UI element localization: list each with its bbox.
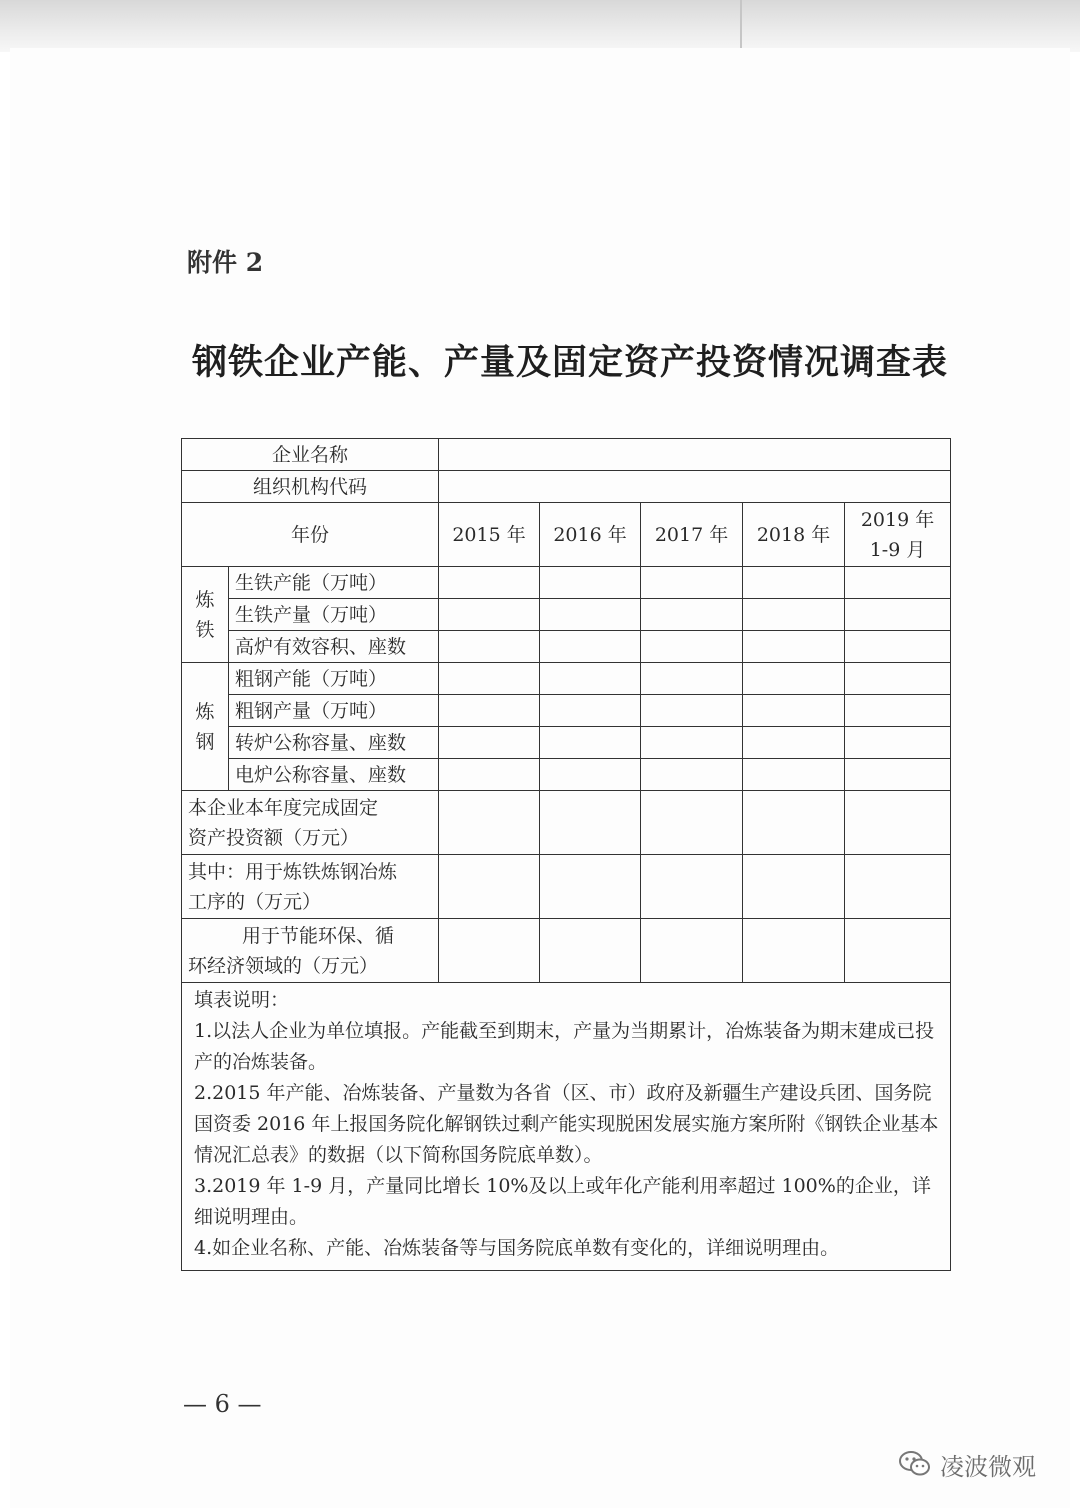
page-number: — 6 —: [183, 1390, 262, 1418]
data-cell[interactable]: [540, 791, 641, 855]
data-cell[interactable]: [641, 855, 743, 919]
data-cell[interactable]: [743, 567, 845, 599]
row-label: 电炉公称容量、座数: [229, 759, 439, 791]
steelmaking-group-label: 炼 钢: [182, 663, 229, 791]
survey-table-container: [181, 438, 950, 1271]
data-cell[interactable]: [743, 599, 845, 631]
row-label: 粗钢产量（万吨）: [229, 695, 439, 727]
row-label: 粗钢产能（万吨）: [229, 663, 439, 695]
data-cell[interactable]: [845, 727, 951, 759]
data-cell[interactable]: [439, 631, 540, 663]
data-cell[interactable]: [540, 695, 641, 727]
data-cell[interactable]: [641, 567, 743, 599]
data-cell[interactable]: [641, 791, 743, 855]
row-label: 高炉有效容积、座数: [229, 631, 439, 663]
table-row: [182, 983, 951, 1271]
data-cell[interactable]: [540, 919, 641, 983]
table-row: [182, 567, 951, 599]
watermark: [898, 1447, 1036, 1481]
data-cell[interactable]: [540, 599, 641, 631]
data-cell[interactable]: [845, 855, 951, 919]
data-cell[interactable]: [439, 727, 540, 759]
year-2017-header: 2017 年: [641, 503, 743, 567]
data-cell[interactable]: [540, 727, 641, 759]
data-cell[interactable]: [845, 919, 951, 983]
data-cell[interactable]: [439, 663, 540, 695]
org-code-input-cell[interactable]: [439, 471, 951, 503]
table-row: [182, 791, 951, 855]
data-cell[interactable]: [540, 567, 641, 599]
year-2019-line2: 1-9 月: [869, 538, 926, 561]
fill-instructions: [182, 983, 951, 1271]
row-label: 生铁产能（万吨）: [229, 567, 439, 599]
year-2019-line1: 2019 年: [860, 508, 935, 531]
data-cell[interactable]: [439, 919, 540, 983]
table-row: [182, 599, 951, 631]
table-row: [182, 663, 951, 695]
survey-table: [181, 438, 951, 1271]
table-row: [182, 695, 951, 727]
data-cell[interactable]: [845, 663, 951, 695]
attachment-label: 附件 2: [187, 248, 264, 277]
table-row: [182, 919, 951, 983]
scan-border: [0, 0, 1080, 52]
note-item: 1.以法人企业为单位填报。产能截至到期末，产量为当期累计，冶炼装备为期末建成已投产的冶炼装备。: [194, 1020, 935, 1073]
table-row: [182, 759, 951, 791]
data-cell[interactable]: [439, 599, 540, 631]
data-cell[interactable]: [845, 567, 951, 599]
wechat-icon: [898, 1449, 932, 1479]
data-cell[interactable]: [439, 695, 540, 727]
data-cell[interactable]: [641, 759, 743, 791]
data-cell[interactable]: [540, 855, 641, 919]
data-cell[interactable]: [743, 791, 845, 855]
year-2016-header: 2016 年: [540, 503, 641, 567]
data-cell[interactable]: [641, 631, 743, 663]
row-label: 转炉公称容量、座数: [229, 727, 439, 759]
ironmaking-group-label: 炼 铁: [182, 567, 229, 663]
data-cell[interactable]: [641, 695, 743, 727]
table-row: [182, 471, 951, 503]
note-item: 3.2019 年 1-9 月，产量同比增长 10%及以上或年化产能利用率超过 100%的企业，详细说明理由。: [194, 1175, 931, 1228]
investment-smelting-label: 其中：用于炼铁炼钢冶炼 工序的（万元）: [182, 855, 439, 919]
data-cell[interactable]: [439, 759, 540, 791]
watermark-text: 凌波微观: [940, 1452, 1036, 1481]
company-name-input-cell[interactable]: [439, 439, 951, 471]
table-row: [182, 855, 951, 919]
data-cell[interactable]: [439, 855, 540, 919]
investment-total-label: 本企业本年度完成固定 资产投资额（万元）: [182, 791, 439, 855]
data-cell[interactable]: [743, 919, 845, 983]
note-item: 4.如企业名称、产能、冶炼装备等与国务院底单数有变化的，详细说明理由。: [194, 1237, 840, 1259]
year-2015-header: 2015 年: [439, 503, 540, 567]
note-item: 2.2015 年产能、冶炼装备、产量数为各省（区、市）政府及新疆生产建设兵团、国务院国资委 2016 年上报国务院化解钢铁过剩产能实现脱困发展实施方案所附《钢铁企业基本情况汇总表》的数据（以下简称国务院底单数）。: [194, 1082, 939, 1166]
table-row: [182, 439, 951, 471]
data-cell[interactable]: [439, 791, 540, 855]
year-2018-header: 2018 年: [743, 503, 845, 567]
data-cell[interactable]: [743, 695, 845, 727]
org-code-label: 组织机构代码: [182, 471, 439, 503]
data-cell[interactable]: [641, 663, 743, 695]
year-label: 年份: [182, 503, 439, 567]
table-row: [182, 727, 951, 759]
data-cell[interactable]: [845, 759, 951, 791]
table-row: [182, 503, 951, 567]
row-label: 生铁产量（万吨）: [229, 599, 439, 631]
data-cell[interactable]: [845, 695, 951, 727]
data-cell[interactable]: [641, 919, 743, 983]
data-cell[interactable]: [743, 631, 845, 663]
year-2019-header: [845, 503, 951, 567]
data-cell[interactable]: [845, 599, 951, 631]
data-cell[interactable]: [743, 855, 845, 919]
data-cell[interactable]: [540, 663, 641, 695]
table-row: [182, 631, 951, 663]
data-cell[interactable]: [540, 631, 641, 663]
company-name-label: 企业名称: [182, 439, 439, 471]
data-cell[interactable]: [540, 759, 641, 791]
document-title: 钢铁企业产能、产量及固定资产投资情况调查表: [191, 342, 948, 383]
data-cell[interactable]: [641, 599, 743, 631]
data-cell[interactable]: [641, 727, 743, 759]
data-cell[interactable]: [439, 567, 540, 599]
notes-heading: 填表说明：: [194, 989, 290, 1011]
investment-environment-label: 用于节能环保、循 环经济领域的（万元）: [182, 919, 439, 983]
data-cell[interactable]: [845, 631, 951, 663]
data-cell[interactable]: [743, 663, 845, 695]
data-cell[interactable]: [845, 791, 951, 855]
data-cell[interactable]: [743, 759, 845, 791]
data-cell[interactable]: [743, 727, 845, 759]
